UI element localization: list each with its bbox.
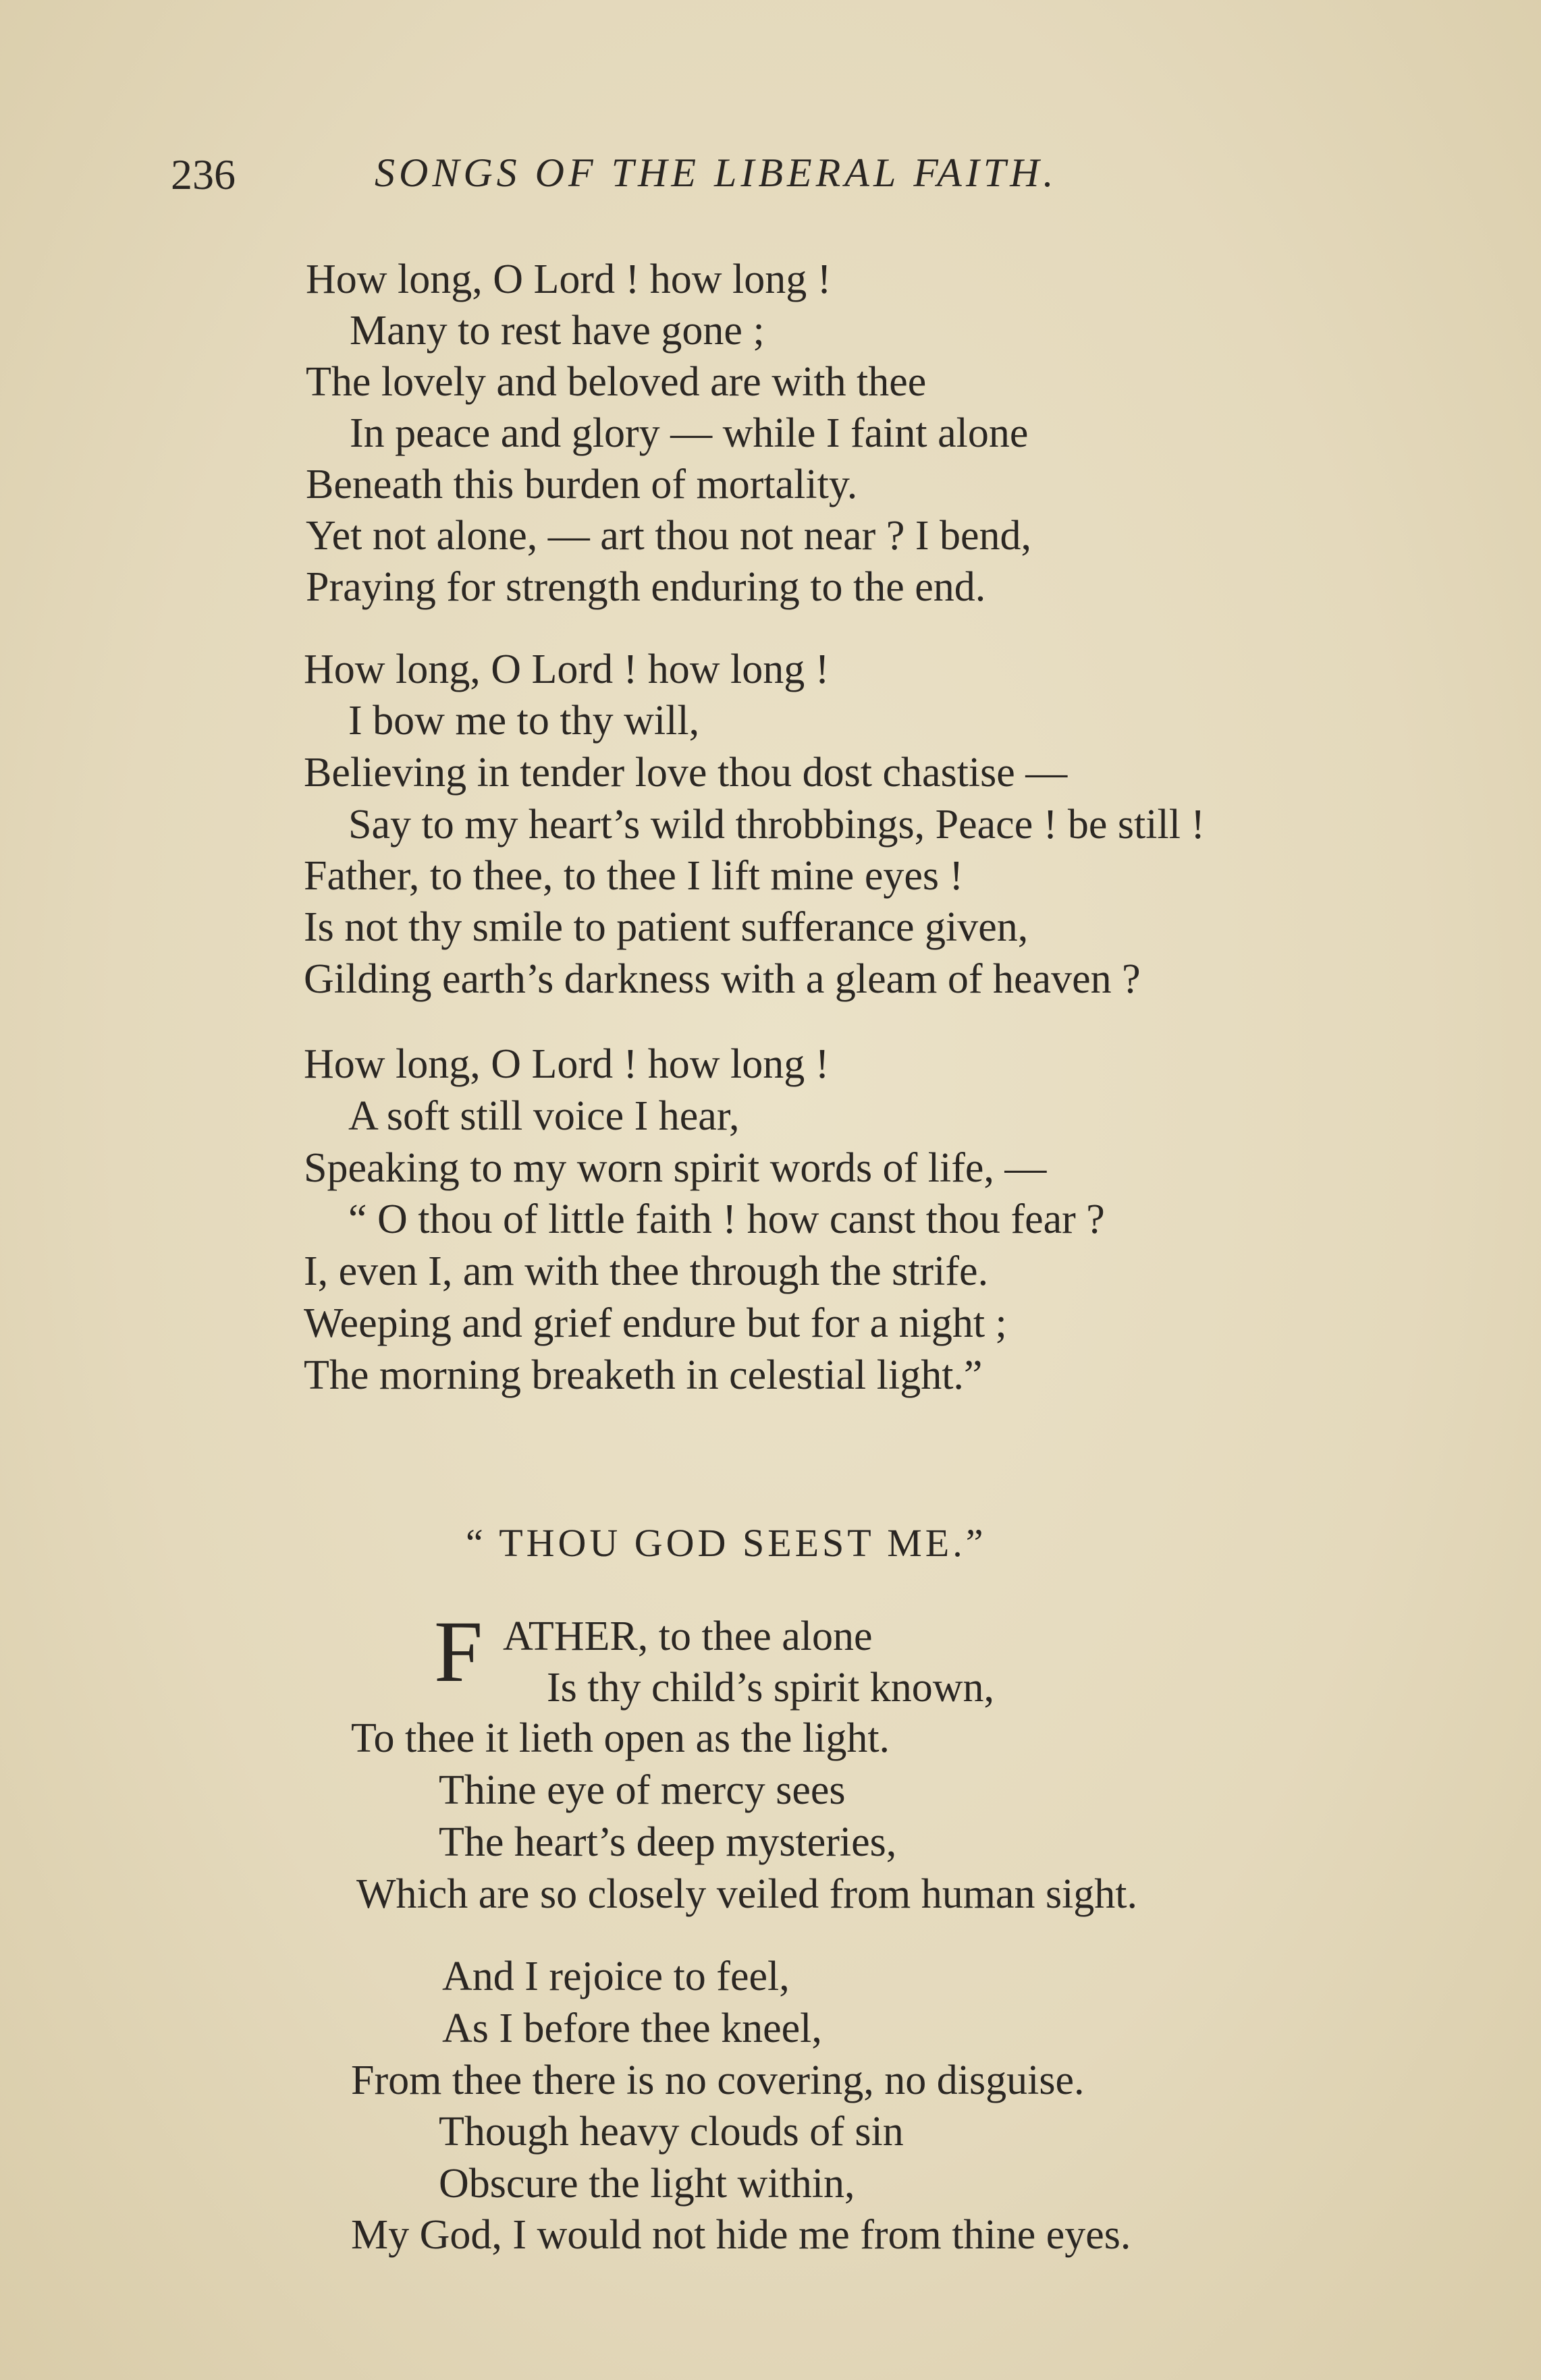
verse-line: As I before thee kneel, — [442, 2005, 822, 2051]
verse-line: A soft still voice I hear, — [348, 1093, 740, 1139]
verse-line: I bow me to thy will, — [348, 698, 700, 744]
page-number: 236 — [171, 150, 236, 198]
verse-line: Praying for strength enduring to the end. — [306, 564, 986, 610]
drop-cap: F — [434, 1603, 483, 1700]
verse-line: Weeping and grief endure but for a night ; — [304, 1300, 1007, 1346]
verse-line: ATHER, to thee alone — [503, 1613, 873, 1659]
verse-line: My God, I would not hide me from thine eyes. — [351, 2212, 1131, 2258]
verse-line: From thee there is no covering, no disguise. — [351, 2057, 1085, 2103]
verse-line: The lovely and beloved are with thee — [306, 359, 927, 405]
verse-line: I, even I, am with thee through the strife. — [304, 1248, 989, 1294]
verse-line: Believing in tender love thou dost chastise — — [304, 750, 1068, 796]
verse-line: Many to rest have gone ; — [350, 308, 765, 354]
poem-title: “ THOU GOD SEEST ME.” — [466, 1521, 987, 1565]
verse-line: How long, O Lord ! how long ! — [304, 646, 830, 692]
verse-line: Is not thy smile to patient sufferance given, — [304, 904, 1029, 950]
verse-line: Father, to thee, to thee I lift mine eyes ! — [304, 853, 964, 899]
verse-line: Yet not alone, — art thou not near ? I bend, — [306, 513, 1032, 559]
verse-line: In peace and glory — while I faint alone — [350, 410, 1029, 456]
verse-line: Say to my heart’s wild throbbings, Peace ! be still ! — [348, 802, 1206, 848]
verse-line: The morning breaketh in celestial light.” — [304, 1352, 983, 1398]
verse-line: And I rejoice to feel, — [442, 1954, 790, 1999]
verse-line: Which are so closely veiled from human sight. — [356, 1871, 1138, 1917]
verse-line: Though heavy clouds of sin — [439, 2109, 904, 2155]
verse-line: How long, O Lord ! how long ! — [306, 256, 832, 302]
verse-line: The heart’s deep mysteries, — [439, 1819, 897, 1865]
verse-line: To thee it lieth open as the light. — [351, 1715, 890, 1761]
verse-line: Thine eye of mercy sees — [439, 1767, 846, 1813]
verse-line: Is thy child’s spirit known, — [547, 1665, 995, 1711]
verse-line: “ O thou of little faith ! how canst thou fear ? — [348, 1196, 1105, 1242]
verse-line: Beneath this burden of mortality. — [306, 462, 858, 507]
verse-line: Speaking to my worn spirit words of life, — — [304, 1145, 1047, 1191]
verse-line: How long, O Lord ! how long ! — [304, 1041, 830, 1087]
verse-line: Obscure the light within, — [439, 2161, 855, 2207]
running-title: SONGS OF THE LIBERAL FAITH. — [375, 150, 1058, 195]
verse-line: Gilding earth’s darkness with a gleam of heaven ? — [304, 956, 1141, 1002]
